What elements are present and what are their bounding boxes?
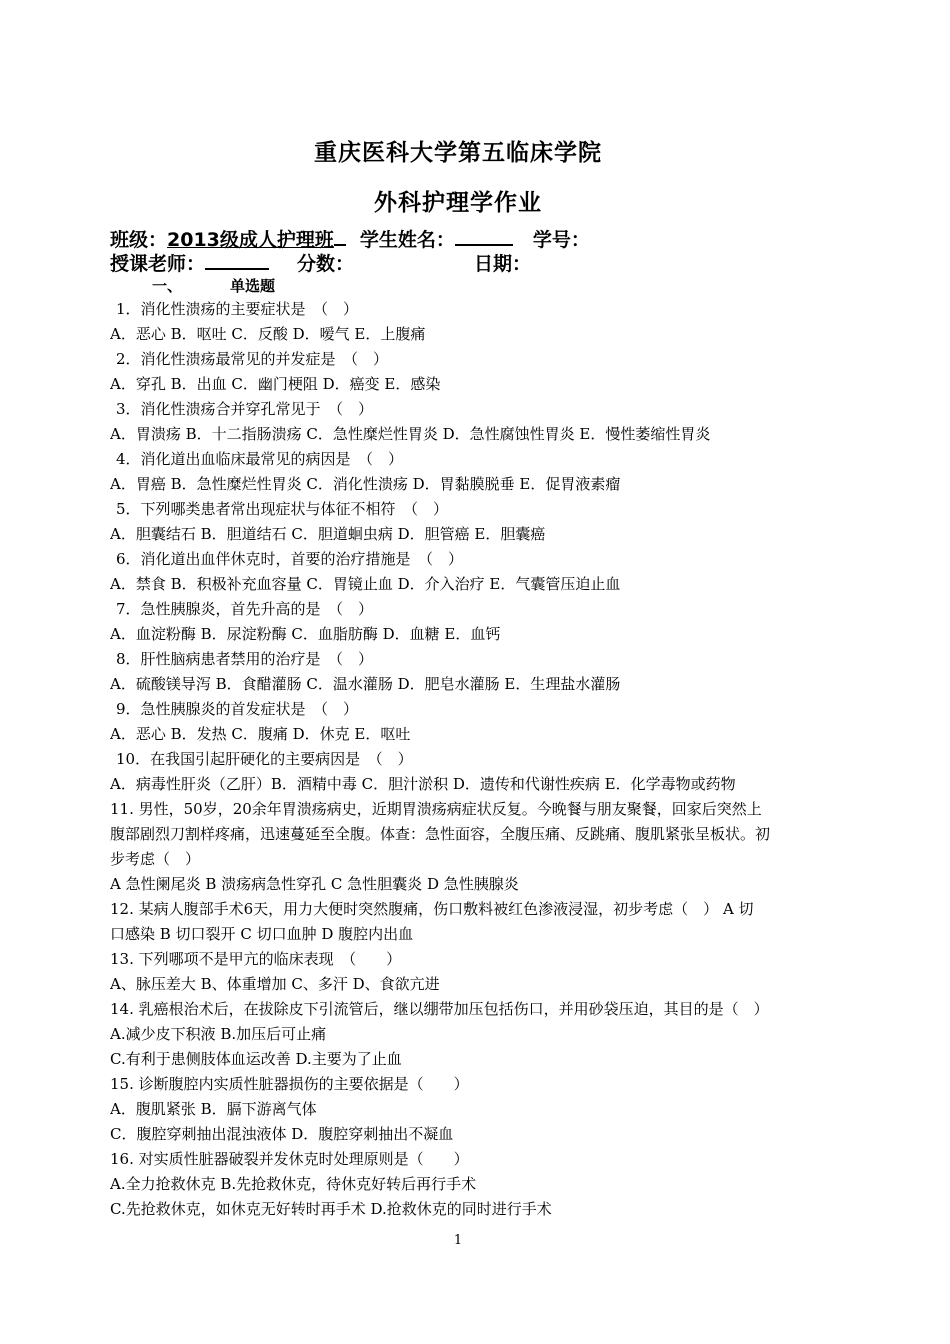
question-line: 16. 对实质性脏器破裂并发休克时处理原则是（ ）	[110, 1150, 469, 1168]
question-line: 7．急性胰腺炎，首先升高的是 （ ）	[116, 600, 374, 618]
option-line: C.先抢救休克，如休克无好转时再手术 D.抢救休克的同时进行手术	[110, 1200, 552, 1218]
question-line: 15. 诊断腹腔内实质性脏器损伤的主要依据是（ ）	[110, 1075, 469, 1093]
question-line: 3．消化性溃疡合并穿孔常见于 （ ）	[116, 400, 374, 418]
option-line: A．禁食 B．积极补充血容量 C．胃镜止血 D．介入治疗 E．气囊管压迫止血	[110, 575, 621, 593]
question-line: 14. 乳癌根治术后，在拔除皮下引流管后，继以绷带加压包括伤口，并用砂袋压迫，其目的是（ ）	[110, 1000, 769, 1018]
question-line: 1．消化性溃疡的主要症状是 （ ）	[116, 300, 359, 318]
question-line-cont: 腹部剧烈刀割样疼痛，迅速蔓延至全腹。体查：急性面容，全腹压痛、反跳痛、腹肌紧张呈板状。初	[110, 825, 771, 843]
teacher-label: 授课老师：	[110, 253, 206, 275]
question-line: 5．下列哪类患者常出现症状与体征不相符 （ ）	[116, 500, 449, 518]
option-line: A．病毒性肝炎（乙肝）B．酒精中毒 C．胆汁淤积 D．遗传和代谢性疾病 E．化学毒物或药物	[110, 775, 736, 793]
question-line: 9．急性胰腺炎的首发症状是 （ ）	[116, 700, 359, 718]
option-line: A 急性阑尾炎 B 溃疡病急性穿孔 C 急性胆囊炎 D 急性胰腺炎	[110, 875, 519, 893]
question-line-cont: 步考虑（ ）	[110, 850, 201, 868]
class-blank	[334, 228, 346, 246]
student-name-label: 学生姓名：	[359, 229, 455, 251]
option-line: A.减少皮下积液 B.加压后可止痛	[110, 1025, 327, 1043]
section-heading	[152, 275, 275, 296]
option-line: A.全力抢救休克 B.先抢救休克，待休克好转后再行手术	[110, 1175, 477, 1193]
section-number: 一、	[152, 277, 183, 295]
teacher-blank	[205, 252, 269, 270]
info-row-2	[110, 249, 531, 276]
question-line: 2．消化性溃疡最常见的并发症是 （ ）	[116, 350, 389, 368]
option-line: A．恶心 B．发热 C．腹痛 D．休克 E．呕吐	[110, 725, 411, 743]
option-line: A．胆囊结石 B．胆道结石 C．胆道蛔虫病 D．胆管癌 E．胆囊癌	[110, 525, 546, 543]
question-line: 4．消化道出血临床最常见的病因是 （ ）	[116, 450, 404, 468]
student-name-blank	[455, 228, 513, 246]
class-label: 班级：	[110, 229, 168, 251]
score-label: 分数：	[297, 253, 355, 275]
course-title: 外科护理学作业	[374, 190, 542, 216]
question-line: 8．肝性脑病患者禁用的治疗是 （ ）	[116, 650, 374, 668]
option-line: A．胃溃疡 B．十二指肠溃疡 C．急性糜烂性胃炎 D．急性腐蚀性胃炎 E．慢性萎缩性胃炎	[110, 425, 711, 443]
option-line: A、脉压差大 B、体重增加 C、多汗 D、食欲亢进	[110, 975, 440, 993]
question-line: 6．消化道出血伴休克时，首要的治疗措施是 （ ）	[116, 550, 464, 568]
option-line: 口感染 B 切口裂开 C 切口血肿 D 腹腔内出血	[110, 925, 414, 943]
option-line: A．胃癌 B．急性糜烂性胃炎 C．消化性溃疡 D．胃黏膜脱垂 E．促胃液素瘤	[110, 475, 621, 493]
question-line: 13. 下列哪项不是甲亢的临床表现 （ ）	[110, 950, 402, 968]
question-list	[110, 297, 820, 1222]
section-title: 单选题	[230, 277, 276, 295]
question-line: 10．在我国引起肝硬化的主要病因是 （ ）	[116, 750, 413, 768]
option-line: A．血淀粉酶 B．尿淀粉酶 C．血脂肪酶 D．血糖 E．血钙	[110, 625, 501, 643]
question-line: 12. 某病人腹部手术6天，用力大便时突然腹痛，伤口敷料被红色渗液浸湿，初步考虑（ ） A 切	[110, 900, 754, 918]
school-title: 重庆医科大学第五临床学院	[314, 140, 602, 166]
class-value: 2013级成人护理班	[167, 229, 334, 251]
info-row-1	[110, 225, 590, 252]
page-number: 1	[453, 1233, 463, 1248]
student-id-label: 学号：	[532, 229, 590, 251]
option-line: C．腹腔穿刺抽出混浊液体 D．腹腔穿刺抽出不凝血	[110, 1125, 454, 1143]
question-line: 11. 男性，50岁，20余年胃溃疡病史，近期胃溃疡病症状反复。今晚餐与朋友聚餐，回家后突然上	[110, 800, 762, 818]
option-line: A．穿孔 B．出血 C．幽门梗阻 D．癌变 E．感染	[110, 375, 441, 393]
option-line: C.有利于患侧肢体血运改善 D.主要为了止血	[110, 1050, 402, 1068]
option-line: A．恶心 B．呕吐 C．反酸 D．嗳气 E．上腹痛	[110, 325, 426, 343]
date-label: 日期：	[474, 253, 532, 275]
option-line: A．腹肌紧张 B．膈下游离气体	[110, 1100, 317, 1118]
option-line: A．硫酸镁导泻 B．食醋灌肠 C．温水灌肠 D．肥皂水灌肠 E．生理盐水灌肠	[110, 675, 621, 693]
